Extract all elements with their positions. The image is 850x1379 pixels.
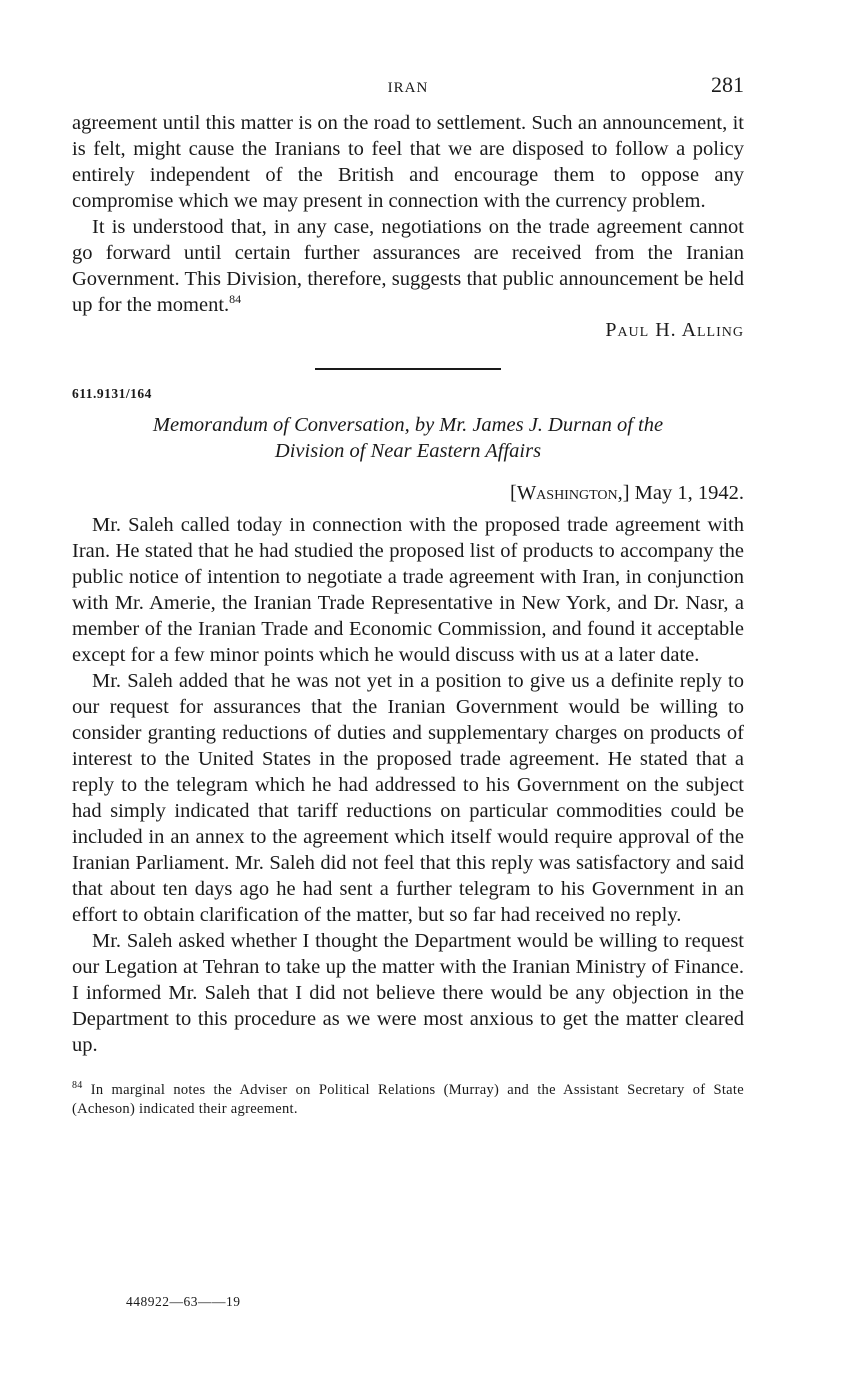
- page-body: [72, 70, 744, 1119]
- file-number: 611.9131/164: [72, 386, 152, 401]
- intro-paragraph-2: [72, 214, 744, 318]
- dateline-date: May 1, 1942.: [634, 482, 744, 504]
- dateline: [72, 480, 744, 506]
- footnote-text: In marginal notes the Adviser on Political Relations (Murray) and the Assistant Secretary of State (Acheson) indicated their agreement.: [72, 1081, 744, 1117]
- footnote: [72, 1076, 744, 1119]
- body-paragraph-1: Mr. Saleh called today in connection with the proposed trade agreement with Iran. He stated that he had studied the proposed list of products to accompany the public notice of intention to negotiate a trade agreement with Iran, in conjunction with Mr. Amerie, the Iranian Trade Representative in New York, and Dr. Nasr, a member of the Iranian Trade and Economic Commission, and found it acceptable except for a few minor points which he would discuss with us at a later date.: [72, 514, 744, 666]
- body-paragraph-3: Mr. Saleh asked whether I thought the Department would be willing to request our Legation at Tehran to take up the matter with the Iranian Ministry of Finance. I informed Mr. Saleh that I did not believe there would be any objection in the Department to this procedure as we were most anxious to get the matter cleared up.: [72, 930, 744, 1056]
- page-number: 281: [711, 72, 744, 97]
- signature: Paul H. Alling: [605, 319, 744, 341]
- page-header: [72, 70, 744, 110]
- body-paragraph-2: Mr. Saleh added that he was not yet in a position to give us a definite reply to our request for assurances that the Iranian Government would be willing to consider granting reductions of duties and supplementary charges on products of interest to the United States in the proposed trade agreement. He stated that a reply to the telegram which he had addressed to his Government on the subject had simply indicated that tariff reductions on particular commodities could be included in an annex to the agreement which itself would require approval of the Iranian Parliament. Mr. Saleh did not feel that this reply was satisfactory and said that about ten days ago he had sent a further telegram to his Government in an effort to obtain clarification of the matter, but so far had received no reply.: [72, 670, 744, 926]
- document-title-line-2: Division of Near Eastern Affairs: [274, 440, 542, 462]
- footnote-mark: 84: [72, 1080, 83, 1091]
- document-title-line-1: Memorandum of Conversation, by Mr. James J. Durnan of the: [152, 414, 664, 436]
- section-divider: [315, 368, 501, 370]
- printer-code: 448922—63——19: [126, 1294, 241, 1309]
- dateline-place: [Washington,]: [510, 482, 630, 504]
- footnote-reference: 84: [229, 292, 242, 307]
- document-title: [82, 412, 734, 464]
- running-head: IRAN: [387, 80, 429, 96]
- intro-paragraph-2-text: It is understood that, in any case, negotiations on the trade agreement cannot go forward until certain further assurances are received from the Iranian Government. This Division, therefore, suggests that public announcement be held up for the moment.: [72, 216, 744, 316]
- intro-paragraph-1: agreement until this matter is on the road to settlement. Such an announcement, it is felt, might cause the Iranians to feel that we are disposed to follow a policy entirely independent of the British and encourage them to oppose any compromise which we may present in connection with the currency problem.: [72, 112, 744, 212]
